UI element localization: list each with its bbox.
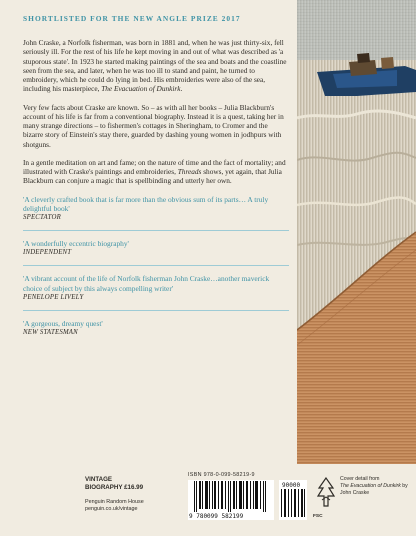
blurb-paragraph-3 [23,158,289,186]
barcode-icon [188,480,274,520]
publisher-url: penguin.co.uk/vintage [85,506,138,513]
blurb-paragraph-1 [23,38,289,94]
review-quote: 'A vibrant account of the life of Norfolk fisherman John Craske…another maverick choice of subject by this always compelling writer' [23,274,270,293]
price-barcode-icon [279,480,307,520]
divider [23,310,289,311]
embroidery-image [297,0,416,464]
isbn-label: ISBN 978-0-099-58219-9 [188,472,255,478]
publisher-info [85,499,144,514]
review-source: PENELOPE LIVELY [23,293,84,301]
price-code: 90000 [282,482,301,489]
category-price: BIOGRAPHY £16.99 [85,484,144,491]
fsc-label: FSC [313,514,323,519]
review-quote: 'A wonderfully eccentric biography' [23,239,129,249]
cover-credit [340,476,414,496]
artwork-title: The Evacuation of Dunkirk [101,84,181,94]
divider [23,230,289,231]
blurb-paragraph-2: Very few facts about Craske are known. So – as with all her books – Julia Blackburn's account of his life is far from a conventional biography. Instead it is a quest, taking her in many strange directions – to fishermen's cottages in Sheringham, to Cromer and the bizarre story of Einstein's stay there, guarded by dashing young women in jodhpurs with shotguns. [23,102,284,149]
blurb-text: In a gentle meditation on art and fame; on the nature of time and the fact of mortality; and illustrated with Craske's paintings and embroideries, [23,157,286,176]
prize-headline: SHORTLISTED FOR THE NEW ANGLE PRIZE 2017 [23,14,241,23]
publisher-name: Penguin Random House [85,499,144,505]
blurb-text: shows, yet again, that Julia Blackburn can conjure a magic that is spellbinding and utterly her own. [23,167,282,186]
review-item [23,195,289,223]
blurb-text: . [180,84,183,94]
review-list [23,195,289,338]
review-item [23,274,289,302]
cover-footer [0,464,416,536]
book-title: Threads [177,167,202,176]
review-quote: 'A cleverly crafted book that is far more than the obvious sum of its parts… A truly delightful book' [23,194,269,213]
credit-artist: by John Craske [340,482,408,496]
divider [23,265,289,266]
credit-artwork-title: The Evacuation of Dunkirk [340,482,401,489]
review-source: INDEPENDENT [23,249,72,257]
embroidery-illustration [297,0,416,464]
imprint-label: VINTAGE [85,476,113,483]
review-quote: 'A gorgeous, dreamy quest' [23,318,103,328]
fsc-logo-icon [316,476,336,512]
credit-text: Cover detail from [340,476,380,482]
review-source: SPECTATOR [23,214,61,222]
review-source: NEW STATESMAN [23,329,78,337]
review-item [23,319,289,337]
blurb-column [23,14,289,345]
review-item [23,239,289,257]
barcode-digits: 9 780099 582199 [189,513,244,520]
blurb-text: John Craske, a Norfolk fisherman, was born in 1881 and, when he was just thirty-six, fell seriously ill. For the rest of his life he kept moving in and out of what was described as 'a stuporous state'. In 1923 he started making paintings of the sea and boats and the coastline seen from the sea, and later, when he was too ill to stand and paint, he turned to embroidery, which he could do lying in bed. His embroideries were also of the sea, including his masterpiece, [23,38,287,94]
